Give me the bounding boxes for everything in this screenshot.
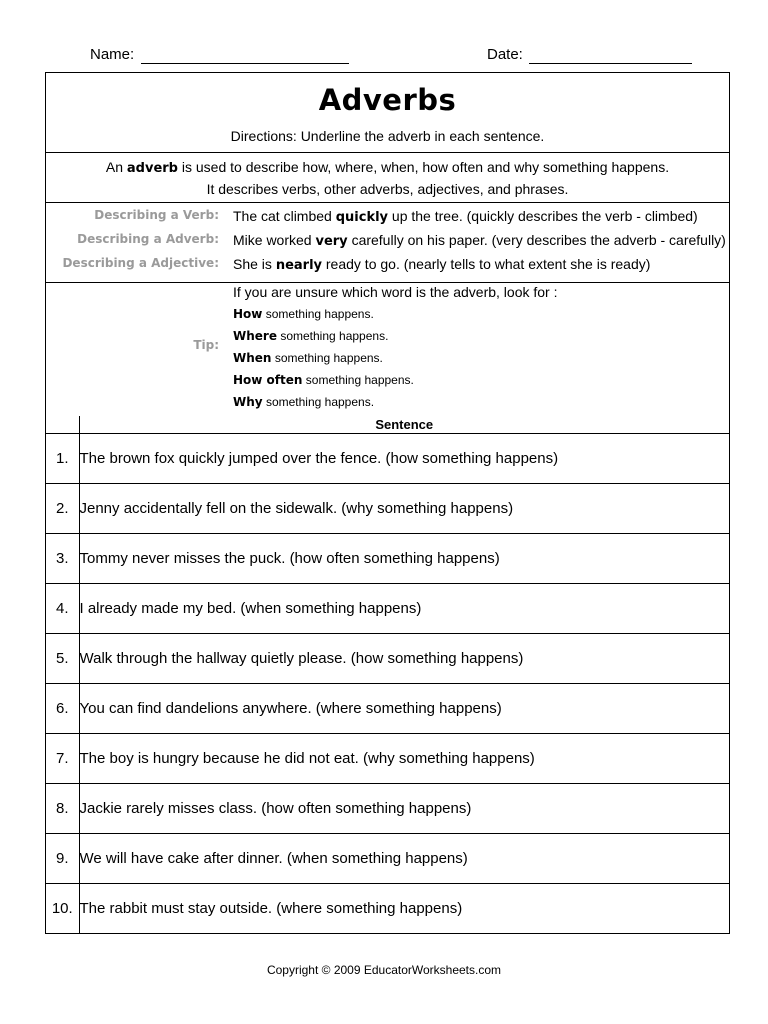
table-row xyxy=(46,834,729,884)
tip-section xyxy=(46,283,729,416)
example-label: Describing a Adjective: xyxy=(62,256,219,270)
sentence-text[interactable]: The brown fox quickly jumped over the fence. (how something happens) xyxy=(79,434,729,484)
example-text: Mike worked very carefully on his paper. (very describes the adverb - carefully) xyxy=(233,232,726,249)
tip-label: Tip: xyxy=(193,338,219,352)
definition-section xyxy=(46,153,729,203)
definition-keyword: adverb xyxy=(126,161,178,176)
sentence-text[interactable]: You can find dandelions anywhere. (where something happens) xyxy=(79,684,729,734)
sentence-text[interactable]: We will have cake after dinner. (when something happens) xyxy=(79,834,729,884)
worksheet-header xyxy=(0,44,768,68)
row-number: 10. xyxy=(46,884,79,934)
definition-prefix: An xyxy=(105,159,124,175)
row-number: 7. xyxy=(46,734,79,784)
date-field[interactable] xyxy=(529,63,692,64)
date-label: Date: xyxy=(487,46,523,63)
example-row-verb xyxy=(46,206,729,228)
example-row-adjective xyxy=(46,254,729,276)
example-label: Describing a Adverb: xyxy=(77,232,219,246)
examples-section xyxy=(46,203,729,283)
table-row xyxy=(46,484,729,534)
row-number: 5. xyxy=(46,634,79,684)
tip-item: How often something happens. xyxy=(233,373,414,387)
row-number: 4. xyxy=(46,584,79,634)
definition-line-1 xyxy=(46,159,729,176)
row-number: 9. xyxy=(46,834,79,884)
row-number: 2. xyxy=(46,484,79,534)
table-row xyxy=(46,734,729,784)
table-header-row xyxy=(46,416,729,434)
copyright: Copyright © 2009 EducatorWorksheets.com xyxy=(266,963,502,977)
sentence-text[interactable]: Walk through the hallway quietly please. (how something happens) xyxy=(79,634,729,684)
worksheet xyxy=(45,72,730,934)
tip-item: Where something happens. xyxy=(233,329,389,343)
sentence-text[interactable]: Jenny accidentally fell on the sidewalk. (why something happens) xyxy=(79,484,729,534)
sentence-text[interactable]: The boy is hungry because he did not eat. (why something happens) xyxy=(79,734,729,784)
table-row xyxy=(46,884,729,934)
row-number: 1. xyxy=(46,434,79,484)
row-number: 3. xyxy=(46,534,79,584)
example-keyword: quickly xyxy=(335,210,389,225)
example-text: The cat climbed quickly up the tree. (quickly describes the verb - climbed) xyxy=(233,208,698,225)
table-row xyxy=(46,534,729,584)
name-label: Name: xyxy=(90,46,135,63)
page-title: Adverbs xyxy=(318,83,457,117)
tip-item: When something happens. xyxy=(233,351,383,365)
example-row-adverb xyxy=(46,230,729,252)
directions: Directions: Underline the adverb in each sentence. xyxy=(230,128,545,144)
example-keyword: very xyxy=(315,234,348,249)
row-number: 8. xyxy=(46,784,79,834)
example-text: She is nearly ready to go. (nearly tells to what extent she is ready) xyxy=(233,256,651,273)
number-column-header xyxy=(46,416,79,434)
table-row xyxy=(46,784,729,834)
tip-item: How something happens. xyxy=(233,307,374,321)
example-label: Describing a Verb: xyxy=(94,208,219,222)
title-section xyxy=(46,73,729,153)
table-row xyxy=(46,434,729,484)
tip-item: Why something happens. xyxy=(233,395,375,409)
sentence-table xyxy=(46,416,729,934)
sentence-text[interactable]: I already made my bed. (when something happens) xyxy=(79,584,729,634)
table-row xyxy=(46,584,729,634)
definition-text: is used to describe how, where, when, how often and why something happens. xyxy=(181,159,670,175)
tip-intro: If you are unsure which word is the adverb, look for : xyxy=(233,284,558,300)
table-row xyxy=(46,684,729,734)
example-keyword: nearly xyxy=(275,258,322,273)
sentence-text[interactable]: The rabbit must stay outside. (where something happens) xyxy=(79,884,729,934)
row-number: 6. xyxy=(46,684,79,734)
definition-line-2: It describes verbs, other adverbs, adjectives, and phrases. xyxy=(206,181,569,197)
sentence-column-header: Sentence xyxy=(79,416,729,434)
sentence-text[interactable]: Jackie rarely misses class. (how often something happens) xyxy=(79,784,729,834)
name-field[interactable] xyxy=(141,63,349,64)
sentence-text[interactable]: Tommy never misses the puck. (how often something happens) xyxy=(79,534,729,584)
table-row xyxy=(46,634,729,684)
